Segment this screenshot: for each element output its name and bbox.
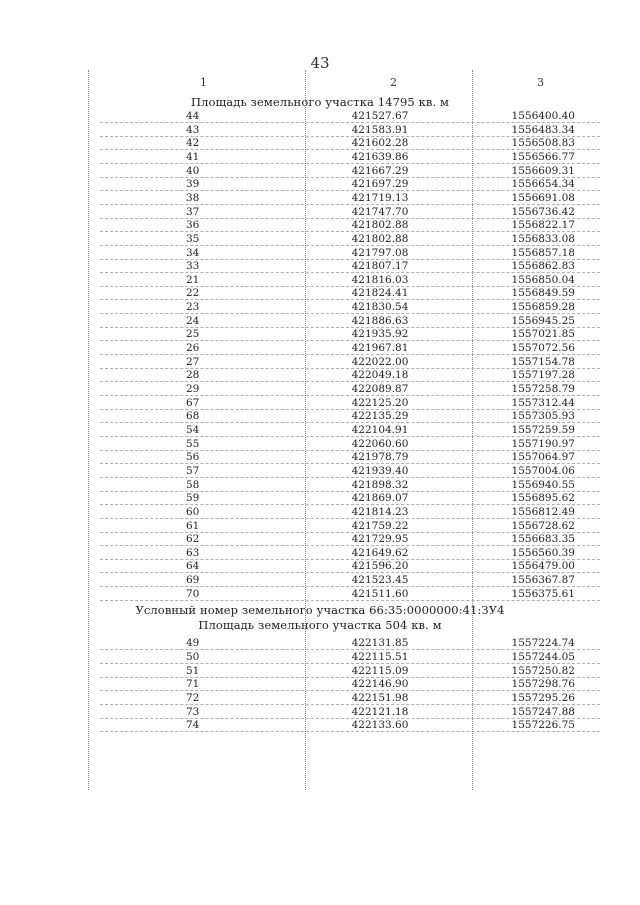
y-coordinate: 1557224.74 bbox=[511, 637, 575, 650]
point-number: 70 bbox=[186, 587, 200, 600]
point-number: 21 bbox=[186, 273, 200, 286]
point-number: 41 bbox=[186, 150, 200, 163]
x-coordinate: 421583.91 bbox=[351, 123, 409, 136]
x-coordinate: 422022.00 bbox=[351, 355, 409, 368]
section-title: Площадь земельного участка 504 кв. м bbox=[198, 618, 442, 633]
y-coordinate: 1556822.17 bbox=[511, 219, 575, 232]
x-coordinate: 421807.17 bbox=[351, 260, 409, 273]
y-coordinate: 1556945.25 bbox=[511, 314, 575, 327]
y-coordinate: 1556691.08 bbox=[511, 191, 575, 204]
x-coordinate: 421729.95 bbox=[351, 533, 409, 546]
y-coordinate: 1556508.83 bbox=[511, 137, 575, 150]
x-coordinate: 422146.90 bbox=[351, 678, 409, 691]
point-number: 28 bbox=[186, 369, 200, 382]
x-coordinate: 421967.81 bbox=[351, 342, 409, 355]
point-number: 54 bbox=[186, 423, 200, 436]
point-number: 26 bbox=[186, 342, 200, 355]
column-header-3: 3 bbox=[537, 76, 544, 89]
y-coordinate: 1557190.97 bbox=[511, 437, 575, 450]
y-coordinate: 1556479.00 bbox=[511, 560, 575, 573]
x-coordinate: 422135.29 bbox=[351, 410, 409, 423]
section-title: Площадь земельного участка 14795 кв. м bbox=[190, 95, 450, 109]
x-coordinate: 421869.07 bbox=[351, 492, 409, 505]
y-coordinate: 1557298.76 bbox=[511, 678, 575, 691]
point-number: 55 bbox=[186, 437, 200, 450]
point-number: 23 bbox=[186, 301, 200, 314]
column-header-2: 2 bbox=[390, 76, 397, 89]
y-coordinate: 1557072.56 bbox=[511, 342, 575, 355]
point-number: 72 bbox=[186, 692, 200, 704]
y-coordinate: 1556400.40 bbox=[511, 110, 575, 122]
point-number: 27 bbox=[186, 355, 200, 368]
point-number: 67 bbox=[186, 396, 200, 409]
point-number: 43 bbox=[186, 123, 200, 136]
point-number: 64 bbox=[186, 560, 200, 573]
y-coordinate: 1557258.79 bbox=[511, 383, 575, 395]
point-number: 63 bbox=[186, 546, 200, 559]
x-coordinate: 421935.92 bbox=[351, 328, 409, 341]
y-coordinate: 1556849.59 bbox=[511, 287, 575, 300]
point-number: 56 bbox=[186, 451, 200, 464]
x-coordinate: 422125.20 bbox=[351, 396, 409, 409]
x-coordinate: 422115.09 bbox=[351, 664, 409, 677]
x-coordinate: 422089.87 bbox=[351, 383, 409, 395]
point-number: 24 bbox=[186, 314, 200, 327]
x-coordinate: 421886.63 bbox=[351, 314, 409, 327]
column-divider-left bbox=[88, 70, 89, 790]
point-number: 71 bbox=[186, 678, 200, 691]
point-number: 34 bbox=[186, 246, 200, 259]
y-coordinate: 1556560.39 bbox=[511, 546, 575, 559]
y-coordinate: 1556833.08 bbox=[511, 232, 575, 245]
x-coordinate: 422121.18 bbox=[351, 705, 409, 718]
y-coordinate: 1556566.77 bbox=[511, 150, 575, 163]
point-number: 29 bbox=[186, 383, 200, 395]
y-coordinate: 1557312.44 bbox=[511, 396, 575, 409]
point-number: 35 bbox=[186, 232, 200, 245]
point-number: 58 bbox=[186, 478, 200, 491]
y-coordinate: 1557244.05 bbox=[511, 651, 575, 664]
y-coordinate: 1556736.42 bbox=[511, 205, 575, 218]
point-number: 73 bbox=[186, 705, 200, 718]
point-number: 42 bbox=[186, 137, 200, 150]
point-number: 33 bbox=[186, 260, 200, 273]
x-coordinate: 421978.79 bbox=[351, 451, 409, 464]
x-coordinate: 421649.62 bbox=[351, 546, 409, 559]
y-coordinate: 1556862.83 bbox=[511, 260, 575, 273]
point-number: 74 bbox=[186, 719, 200, 732]
point-number: 69 bbox=[186, 574, 200, 587]
y-coordinate: 1556728.62 bbox=[511, 519, 575, 532]
point-number: 38 bbox=[186, 191, 200, 204]
y-coordinate: 1557259.59 bbox=[511, 423, 575, 436]
column-divider-right bbox=[472, 70, 473, 790]
x-coordinate: 421639.86 bbox=[351, 150, 409, 163]
x-coordinate: 421523.45 bbox=[351, 574, 409, 587]
x-coordinate: 421814.23 bbox=[351, 505, 409, 518]
point-number: 68 bbox=[186, 410, 200, 423]
y-coordinate: 1556683.35 bbox=[511, 533, 575, 546]
point-number: 61 bbox=[186, 519, 200, 532]
x-coordinate: 421898.32 bbox=[351, 478, 409, 491]
y-coordinate: 1557247.88 bbox=[511, 705, 575, 718]
x-coordinate: 422104.91 bbox=[351, 423, 409, 436]
x-coordinate: 421719.13 bbox=[351, 191, 409, 204]
column-header-1: 1 bbox=[200, 76, 207, 89]
x-coordinate: 422151.98 bbox=[351, 692, 409, 704]
y-coordinate: 1557295.26 bbox=[511, 692, 575, 704]
y-coordinate: 1556895.62 bbox=[511, 492, 575, 505]
point-number: 22 bbox=[186, 287, 200, 300]
y-coordinate: 1557226.75 bbox=[511, 719, 575, 732]
point-number: 50 bbox=[186, 651, 200, 664]
y-coordinate: 1557305.93 bbox=[511, 410, 575, 423]
y-coordinate: 1557250.82 bbox=[511, 664, 575, 677]
row-separator bbox=[100, 731, 600, 732]
point-number: 39 bbox=[186, 178, 200, 191]
x-coordinate: 421747.70 bbox=[351, 205, 409, 218]
y-coordinate: 1556609.31 bbox=[511, 164, 575, 177]
x-coordinate: 422060.60 bbox=[351, 437, 409, 450]
x-coordinate: 421830.54 bbox=[351, 301, 409, 314]
y-coordinate: 1556859.28 bbox=[511, 301, 575, 314]
point-number: 59 bbox=[186, 492, 200, 505]
point-number: 40 bbox=[186, 164, 200, 177]
x-coordinate: 421602.28 bbox=[351, 137, 409, 150]
point-number: 51 bbox=[186, 664, 200, 677]
x-coordinate: 421816.03 bbox=[351, 273, 409, 286]
x-coordinate: 421759.22 bbox=[351, 519, 409, 532]
y-coordinate: 1557004.06 bbox=[511, 464, 575, 477]
x-coordinate: 421802.88 bbox=[351, 219, 409, 232]
y-coordinate: 1557154.78 bbox=[511, 355, 575, 368]
y-coordinate: 1557021.85 bbox=[511, 328, 575, 341]
x-coordinate: 421824.41 bbox=[351, 287, 409, 300]
point-number: 37 bbox=[186, 205, 200, 218]
x-coordinate: 422115.51 bbox=[351, 651, 409, 664]
y-coordinate: 1556375.61 bbox=[511, 587, 575, 600]
x-coordinate: 421511.60 bbox=[351, 587, 409, 600]
section-title: Условный номер земельного участка 66:35:0000000:41:ЗУ4 bbox=[135, 603, 505, 618]
x-coordinate: 421667.29 bbox=[351, 164, 409, 177]
x-coordinate: 421802.88 bbox=[351, 232, 409, 245]
point-number: 60 bbox=[186, 505, 200, 518]
x-coordinate: 422049.18 bbox=[351, 369, 409, 382]
x-coordinate: 421939.40 bbox=[351, 464, 409, 477]
column-divider-middle bbox=[305, 70, 306, 790]
point-number: 57 bbox=[186, 464, 200, 477]
y-coordinate: 1556850.04 bbox=[511, 273, 575, 286]
row-separator bbox=[100, 600, 600, 601]
x-coordinate: 421527.67 bbox=[351, 110, 409, 122]
page-number: 43 bbox=[310, 54, 330, 72]
y-coordinate: 1557197.28 bbox=[511, 369, 575, 382]
y-coordinate: 1556940.55 bbox=[511, 478, 575, 491]
point-number: 36 bbox=[186, 219, 200, 232]
point-number: 44 bbox=[186, 110, 200, 122]
y-coordinate: 1556367.87 bbox=[511, 574, 575, 587]
x-coordinate: 422133.60 bbox=[351, 719, 409, 732]
point-number: 25 bbox=[186, 328, 200, 341]
y-coordinate: 1556483.34 bbox=[511, 123, 575, 136]
y-coordinate: 1556857.18 bbox=[511, 246, 575, 259]
x-coordinate: 421797.08 bbox=[351, 246, 409, 259]
x-coordinate: 421596.20 bbox=[351, 560, 409, 573]
x-coordinate: 422131.85 bbox=[351, 637, 409, 650]
y-coordinate: 1556654.34 bbox=[511, 178, 575, 191]
point-number: 49 bbox=[186, 637, 200, 650]
point-number: 62 bbox=[186, 533, 200, 546]
y-coordinate: 1556812.49 bbox=[511, 505, 575, 518]
y-coordinate: 1557064.97 bbox=[511, 451, 575, 464]
x-coordinate: 421697.29 bbox=[351, 178, 409, 191]
